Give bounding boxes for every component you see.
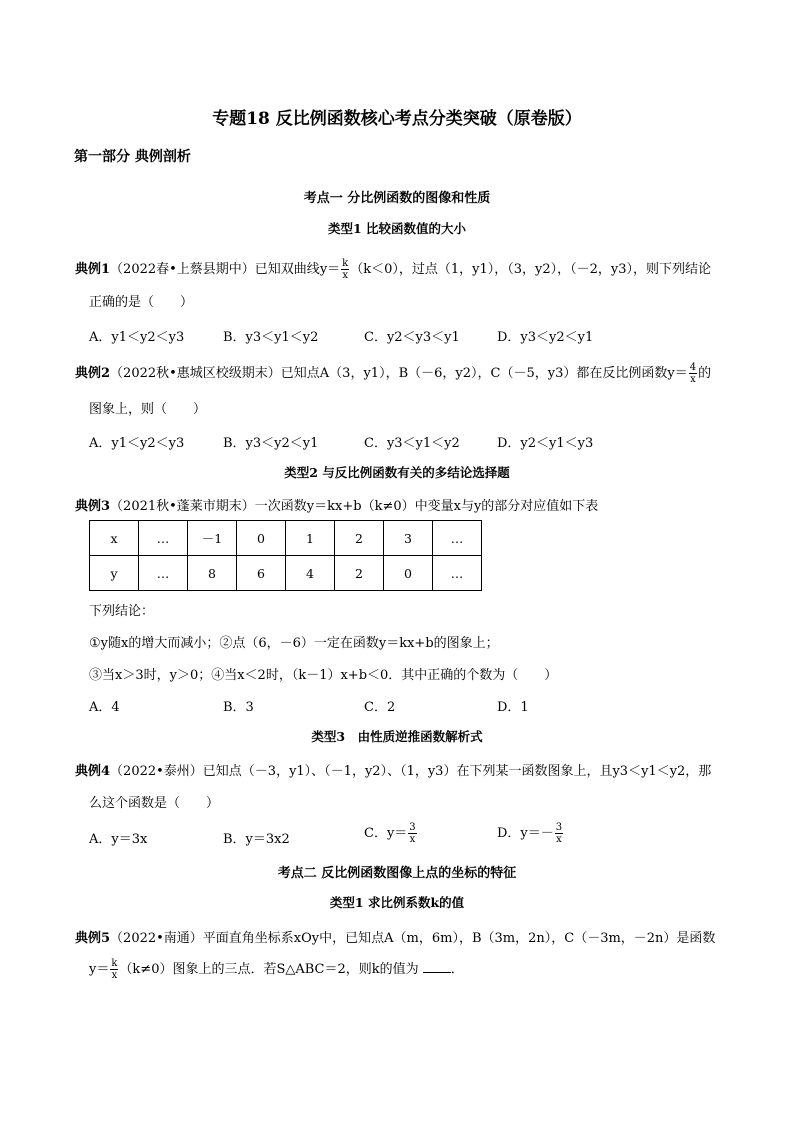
example1-option-c: C．y2＜y3＜y1 [364, 330, 460, 345]
example2-option-b: B．y3＜y2＜y1 [223, 436, 319, 451]
frac-num: 4 [689, 362, 697, 373]
example2-tail: 的 [698, 366, 712, 381]
table-cell: 2 [335, 556, 384, 591]
example4-option-a: A．y＝3x [89, 832, 148, 847]
example2-line1 [75, 362, 711, 385]
example1-source: （2022春•上蔡县期中）已知双曲线 [110, 262, 320, 277]
table-cell: 6 [237, 556, 286, 591]
example5-line2 [89, 958, 464, 981]
section1-type3: 类型3 由性质逆推函数解析式 [311, 729, 483, 744]
example3-line1 [75, 495, 598, 514]
example2-fraction [689, 362, 697, 385]
example3-text: （2021秋•蓬莱市期末）一次函数y＝kx+b（k≠0）中变量x与y的部分对应值如下表 [110, 499, 599, 514]
example1-option-d: D．y3＜y2＜y1 [497, 330, 594, 345]
section1-heading: 考点一 分比例函数的图像和性质 [303, 191, 491, 206]
example2-option-d: D．y2＜y1＜y3 [497, 436, 594, 451]
table-cell: 8 [188, 556, 237, 591]
example3-option-b: B．3 [223, 700, 254, 715]
example1-option-b: B．y3＜y1＜y2 [223, 330, 319, 345]
example1-yeq: y＝ [319, 262, 341, 277]
example3-conclusions-3-4: ③当x＞3时，y＞0；④当x＜2时，（k－1）x+b＜0．其中正确的个数为（ ） [89, 668, 558, 683]
answer-blank[interactable] [423, 960, 451, 973]
table-row-y [90, 556, 482, 591]
table-cell: 0 [237, 521, 286, 556]
table-cell: x [90, 521, 139, 556]
table-row-x [90, 521, 482, 556]
example2-label: 典例2 [75, 366, 111, 381]
frac-den: x [409, 834, 416, 845]
example5-fraction [110, 958, 118, 981]
example1-label: 典例1 [75, 262, 111, 277]
example1-fraction [341, 258, 349, 281]
example5-line1 [75, 927, 715, 946]
frac-num: 3 [555, 822, 563, 833]
example4-line1 [75, 760, 711, 779]
value-table [89, 520, 482, 591]
example5-label: 典例5 [75, 931, 111, 946]
table-cell: … [139, 556, 188, 591]
section1-type2: 类型2 与反比例函数有关的多结论选择题 [284, 465, 510, 480]
example3-lead: 下列结论： [89, 604, 155, 619]
frac-den: x [342, 270, 349, 281]
example1-line2: 正确的是（ ） [89, 295, 194, 310]
section2-heading: 考点二 反比例函数图像上点的坐标的特征 [277, 866, 517, 881]
example4-label: 典例4 [75, 764, 111, 779]
example3-option-a: A．4 [89, 700, 120, 715]
example5-yeq: y＝ [89, 962, 110, 977]
table-cell: 1 [286, 521, 335, 556]
example1-line1 [75, 258, 711, 281]
table-cell: … [433, 521, 482, 556]
option-d-fraction [555, 822, 563, 845]
example5-text: （2022•南通）平面直角坐标系xOy中，已知点A（m，6m），B（3m，2n），C（－3m，－2n）是函数 [110, 931, 716, 946]
example3-label: 典例3 [75, 499, 111, 514]
example4-option-c [364, 822, 418, 845]
section1-type1: 类型1 比较函数值的大小 [327, 221, 467, 236]
option-d-prefix: D．y＝－ [497, 826, 554, 841]
example5-tail: （k≠0）图象上的三点．若S△ABC＝2，则k的值为 [119, 962, 419, 977]
example4-option-b: B．y＝3x2 [223, 832, 290, 847]
frac-num: 3 [409, 822, 416, 833]
example2-line2: 图象上，则（ ） [89, 402, 207, 417]
table-cell: 3 [384, 521, 433, 556]
option-c-fraction [408, 822, 416, 845]
table-cell: 4 [286, 556, 335, 591]
frac-den: x [690, 374, 696, 385]
table-cell: … [139, 521, 188, 556]
example4-option-d [497, 822, 564, 845]
example3-conclusions-1-2: ①y随x的增大而减小；②点（6，－6）一定在函数y＝kx+b的图象上； [89, 636, 499, 651]
table-cell: 2 [335, 521, 384, 556]
table-cell: 0 [384, 556, 433, 591]
frac-den: x [111, 970, 118, 981]
example2-text: （2022秋•惠城区校级期末）已知点A（3，y1），B（－6，y2），C（－5，y3）都在反比例函数y＝ [110, 366, 688, 381]
example5-end: ． [450, 962, 464, 977]
table-cell: … [433, 556, 482, 591]
table-cell: －1 [188, 521, 237, 556]
example3-option-c: C．2 [364, 700, 396, 715]
section2-type1: 类型1 求比例系数k的值 [329, 895, 465, 910]
example4-line2: 么这个函数是（ ） [89, 796, 220, 811]
page-title: 专题18 反比例函数核心考点分类突破（原卷版） [212, 109, 582, 129]
example1-cond: （k＜0），过点（1，y1），（3，y2），（－2，y3），则下列结论 [350, 262, 712, 277]
table-cell: y [90, 556, 139, 591]
frac-den: x [556, 834, 562, 845]
example2-option-a: A．y1＜y2＜y3 [89, 436, 185, 451]
example1-option-a: A．y1＜y2＜y3 [89, 330, 185, 345]
example3-option-d: D．1 [497, 700, 529, 715]
option-c-prefix: C．y＝ [364, 826, 408, 841]
frac-num: k [342, 258, 349, 269]
example4-text: （2022•泰州）已知点（－3，y1）、（－1，y2）、（1，y3）在下列某一函数图象上，且y3＜y1＜y2，那 [110, 764, 712, 779]
part-heading: 第一部分 典例剖析 [74, 149, 191, 165]
example2-option-c: C．y3＜y1＜y2 [364, 436, 460, 451]
frac-num: k [111, 958, 118, 969]
